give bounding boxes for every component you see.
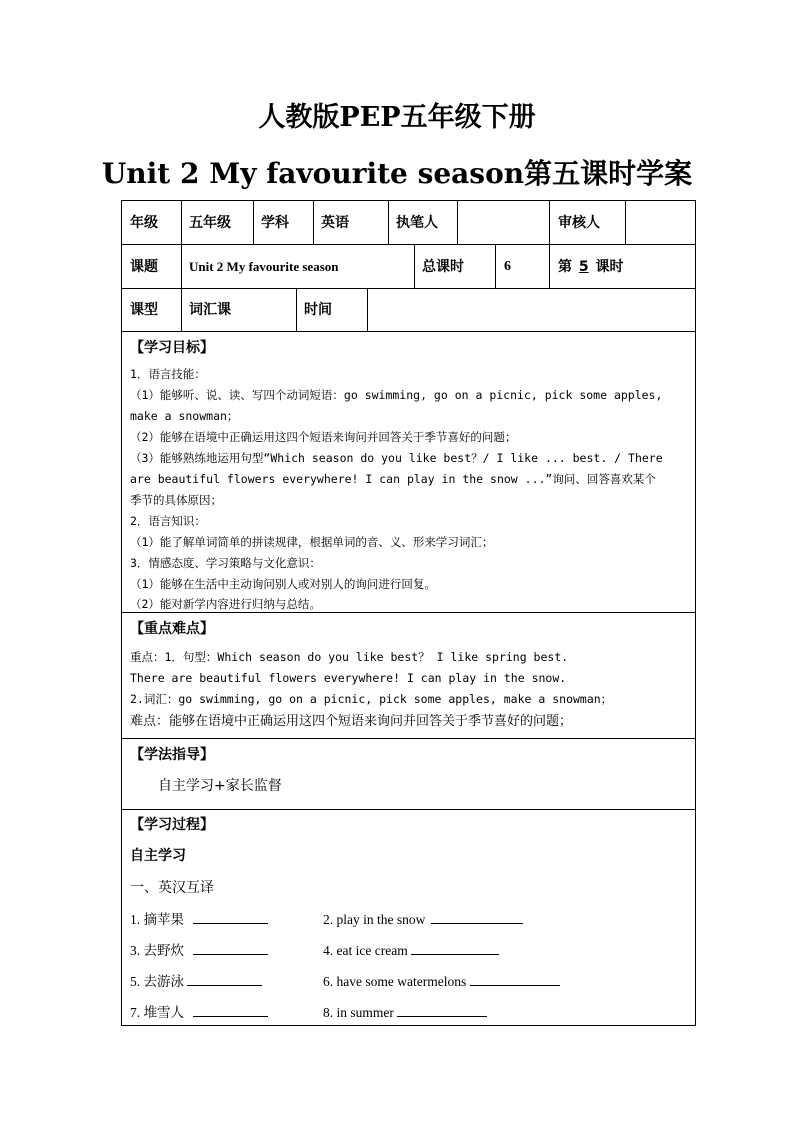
grade-label: 年级 bbox=[130, 215, 158, 231]
lesson-suffix: 课时 bbox=[595, 259, 624, 275]
exercise-item-text: in summer bbox=[336, 1005, 394, 1020]
exercise-item: 6. have some watermelons bbox=[323, 971, 560, 992]
objective-line: （1）能够在生活中主动询问别人或对别人的询问进行回复。 bbox=[130, 577, 436, 591]
lesson-type-value: 词汇课 bbox=[189, 302, 231, 318]
document-title: 人教版PEP五年级下册 bbox=[258, 102, 536, 133]
objectives-heading: 【学习目标】 bbox=[130, 340, 214, 356]
objective-line: 1．语言技能： bbox=[130, 367, 206, 381]
method-heading: 【学法指导】 bbox=[130, 747, 214, 763]
lesson-prefix: 第 bbox=[558, 259, 572, 275]
answer-blank[interactable] bbox=[397, 1002, 487, 1017]
exercise-item-text: 去野炊 bbox=[143, 943, 184, 959]
objective-line: （1）能够听、说、读、写四个动词短语：go swimming, go on a picnic, pick some apples, bbox=[130, 388, 663, 402]
key-point-line: There are beautiful flowers everywhere! I can play in the snow. bbox=[130, 671, 567, 685]
exercise-title: 一、英汉互译 bbox=[130, 880, 214, 896]
total-lessons-value: 6 bbox=[504, 259, 511, 274]
objective-line: make a snowman； bbox=[130, 409, 239, 423]
answer-blank[interactable] bbox=[411, 940, 499, 955]
grade-value: 五年级 bbox=[189, 215, 231, 231]
answer-blank[interactable] bbox=[193, 940, 268, 955]
exercise-item: 7. 堆雪人 bbox=[130, 1002, 268, 1023]
subject-value: 英语 bbox=[321, 215, 349, 231]
subject-label: 学科 bbox=[261, 215, 289, 231]
objective-line: 2．语言知识： bbox=[130, 514, 206, 528]
objective-line: （1）能了解单词简单的拼读规律，根据单词的音、义、形来学习词汇； bbox=[130, 535, 494, 549]
exercise-item-text: 摘苹果 bbox=[143, 912, 184, 928]
lesson-number-value: 5 bbox=[578, 259, 589, 275]
key-point-line: 难点：能够在语境中正确运用这四个短语来询问并回答关于季节喜好的问题； bbox=[130, 714, 573, 729]
exercise-item: 5. 去游泳 bbox=[130, 971, 262, 992]
exercise-item: 2. play in the snow bbox=[323, 909, 523, 930]
lesson-number bbox=[558, 257, 624, 277]
author-label: 执笔人 bbox=[396, 215, 438, 231]
exercise-item: 4. eat ice cream bbox=[323, 940, 499, 961]
objective-line: （2）能对新学内容进行归纳与总结。 bbox=[130, 597, 321, 611]
answer-blank[interactable] bbox=[470, 971, 560, 986]
subtitle-english: Unit 2 My favourite season bbox=[101, 157, 525, 190]
exercise-item: 1. 摘苹果 bbox=[130, 909, 268, 930]
key-point-line: 重点：1．句型：Which season do you like best？ I like spring best. bbox=[130, 650, 569, 664]
method-content: 自主学习+家长监督 bbox=[158, 778, 282, 794]
key-point-line: 2.词汇：go swimming, go on a picnic, pick some apples, make a snowman； bbox=[130, 692, 613, 706]
objective-line: （3）能够熟练地运用句型“Which season do you like best？/ I like ... best. / There bbox=[130, 451, 663, 465]
worksheet-table bbox=[121, 200, 696, 1026]
topic-value: Unit 2 My favourite season bbox=[189, 259, 339, 274]
document-subtitle bbox=[0, 154, 794, 194]
total-lessons-label: 总课时 bbox=[422, 259, 464, 275]
subtitle-chinese: 第五课时学案 bbox=[524, 157, 693, 190]
key-points-heading: 【重点难点】 bbox=[130, 621, 214, 637]
answer-blank[interactable] bbox=[193, 1002, 268, 1017]
exercise-item-text: eat ice cream bbox=[336, 943, 408, 958]
process-heading: 【学习过程】 bbox=[130, 817, 214, 833]
lesson-type-label: 课型 bbox=[130, 302, 158, 318]
exercise-item-text: 堆雪人 bbox=[143, 1005, 184, 1021]
time-label: 时间 bbox=[304, 302, 332, 318]
objective-line: 3．情感态度、学习策略与文化意识： bbox=[130, 556, 321, 570]
objective-line: （2）能够在语境中正确运用这四个短语来询问并回答关于季节喜好的问题； bbox=[130, 430, 517, 444]
self-study-heading: 自主学习 bbox=[130, 848, 186, 864]
exercise-item: 3. 去野炊 bbox=[130, 940, 268, 961]
exercise-item-text: 去游泳 bbox=[143, 974, 184, 990]
exercise-item: 8. in summer bbox=[323, 1002, 487, 1023]
objective-line: 季节的具体原因； bbox=[130, 493, 222, 507]
answer-blank[interactable] bbox=[193, 909, 268, 924]
answer-blank[interactable] bbox=[431, 909, 523, 924]
objective-line: are beautiful flowers everywhere! I can play in the snow ...”询问、回答喜欢某个 bbox=[130, 472, 656, 486]
topic-label: 课题 bbox=[130, 259, 158, 275]
answer-blank[interactable] bbox=[187, 971, 262, 986]
reviewer-label: 审核人 bbox=[558, 215, 600, 231]
exercise-item-text: play in the snow bbox=[336, 912, 426, 927]
exercise-item-text: have some watermelons bbox=[336, 974, 467, 989]
